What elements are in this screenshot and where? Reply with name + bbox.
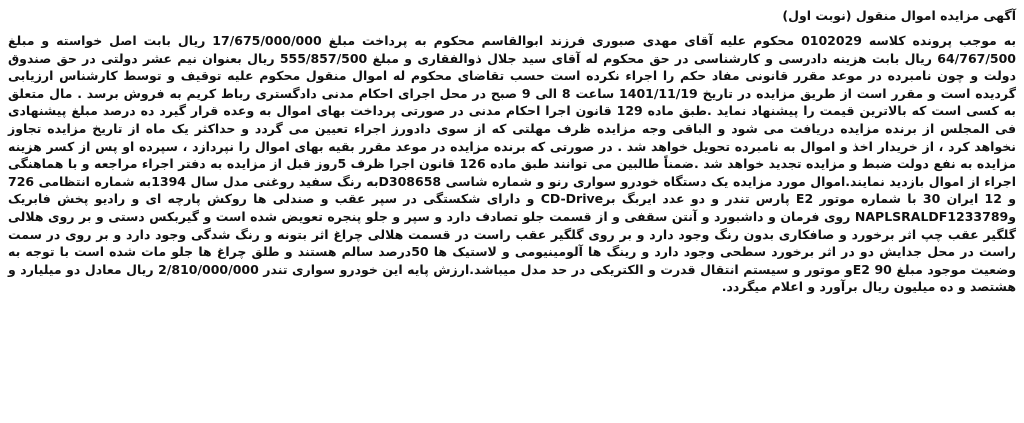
auction-notice: [8, 6, 1016, 296]
notice-body: به موجب پرونده کلاسه 0102029 محکوم علیه آقای مهدی صبوری فرزند ابوالقاسم محکوم به پرداخت مبلغ 17/675/000/000 ریال بابت اصل خواسته و مبلغ 64/767/500 ریال بابت هزینه دادرسی و کارشناسی در حق محکوم له آقای سید جلال ذوالفقاری و مبلغ 555/857/500 ریال بعنوان نیم عشر دولتی در حق صندوق دولت و چون نامبرده در موعد مقرر قانونی مفاد حکم را اجراء نکرده است حسب تقاضای محکوم له اموال منقول محکوم علیه توقیف و توسط کارشناس ارزیابی گردیده است و مقرر است از طریق مزایده در تاریخ 1401/11/19 ساعت 8 الی 9 صبح در محل اجرای احکام مدنی دادگستری رباط کریم به فروش برسد . مال متعلق به کسی است که بالاترین قیمت را پیشنهاد نماید .طبق ماده 129 قانون اجرا احکام مدنی در صورتی پرداخت بهای اموال به وعده قرار گیرد ده درصد مبلغ پیشنهادی فی المجلس از برنده مزایده دریافت می شود و الباقی وجه مزایده ظرف مهلتی که از سوی دادورز اجراء تعیین می گردد و حداکثر یک ماه از تاریخ مزایده تجاوز نخواهد کرد ، از خریدار اخذ و اموال به نامبرده تحویل خواهد شد . در صورتی که برنده مزایده در موعد مقرر بقیه بهای اموال را نپردازد ، سپرده او پس از کسر هزینه مزایده به نفع دولت ضبط و مزایده تجدید خواهد شد .ضمناً طالبین می توانند طبق ماده 126 قانون اجرا ظرف 5روز قبل از مزایده به دفتر اجراء مراجعه و با هماهنگی اجراء از اموال بازدید نمایند.اموال مورد مزایده یک دستگاه خودرو سواری رنو و شماره شاسی D308658به رنگ سفید روغنی مدل سال 1394به شماره انتظامی 726 و 12 ایران 30 با شماره موتور E2 پارس تندر و دو عدد ایربگ برCD-Drive و دارای شکستگی در سپر عقب و صندلی ها روکش پارچه ای و رادیو پخش فابریک وNAPLSRALDF1233789 روی فرمان و داشبورد و آنتن سقفی و از قسمت جلو تصادف دارد و سپر و جلو پنجره تعویض شده است و گیربکس دستی و بر روی هلالی گلگیر عقب چپ اثر برخورد و صافکاری بدون رنگ وجود دارد و بر روی گلگیر عقب راست در قسمت هلالی چراغ اثر بتونه و رنگ شدگی وجود دارد و بر روی در سمت راست در محل جدایش دو در اثر برخورد سطحی وجود دارد و رینگ ها آلومینیومی و لاستیک ها 50درصد سالم هستند و طلق چراغ ها جلو مات شده است با توجه به وضعیت موجود مبلغ 90 E2و موتور و سیستم انتقال قدرت و الکتریکی در حد مدل میباشد.ارزش پایه این خودرو سواری تندر 2/810/000/000 ریال معادل دو میلیارد و هشتصد و ده میلیون ریال برآورد و اعلام میگردد.: [8, 33, 1017, 295]
notice-title: آگهی مزایده اموال منقول (نوبت اول): [782, 8, 1016, 23]
